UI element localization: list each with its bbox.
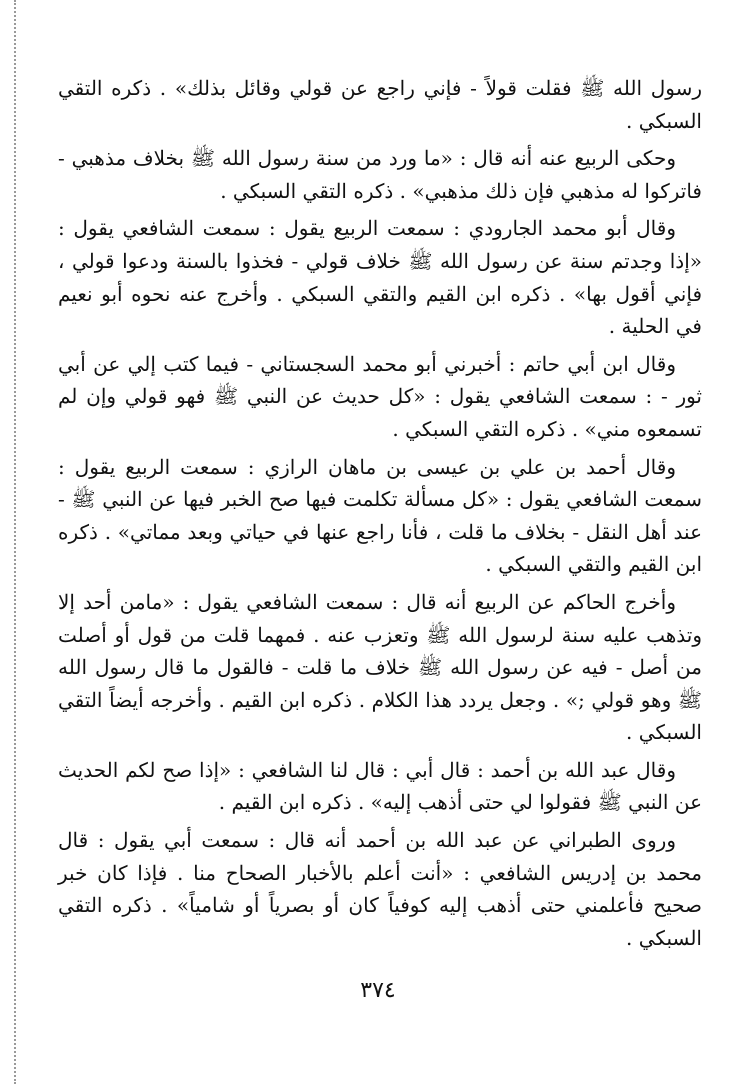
paragraph-4: وقال ابن أبي حاتم : أخبرني أبو محمد السجستاني - فيما كتب إلي عن أبي ثور - : سمعت الشافعي يقول : «كل حديث عن النبي ﷺ فهو قولي وإن لم تسمعوه مني» . ذكره التقي السبكي . — [58, 351, 702, 441]
page-edge-dotted-line — [14, 0, 16, 1084]
page-body — [58, 72, 702, 959]
paragraph-3: وقال أبو محمد الجارودي : سمعت الربيع يقول : سمعت الشافعي يقول : «إذا وجدتم سنة عن رسول الله ﷺ خلاف قولي - فخذوا بالسنة ودعوا قولي ، فإني أقول بها» . ذكره ابن القيم والتقي السبكي . وأخرج عنه نحوه أبو نعيم في الحلية . — [58, 216, 702, 339]
paragraph-7: وقال عبد الله بن أحمد : قال أبي : قال لنا الشافعي : «إذا صح لكم الحديث عن النبي ﷺ فقولوا لي حتى أذهب إليه» . ذكره ابن القيم . — [58, 757, 702, 815]
paragraph-5: وقال أحمد بن علي بن عيسى بن ماهان الرازي : سمعت الربيع يقول : سمعت الشافعي يقول : «كل مسألة تكلمت فيها صح الخبر فيها عن النبي ﷺ - عند أهل النقل - بخلاف ما قلت ، فأنا راجع عنها في حياتي وبعد مماتي» . ذكره ابن القيم والتقي السبكي . — [58, 454, 702, 577]
paragraph-6: وأخرج الحاكم عن الربيع أنه قال : سمعت الشافعي يقول : «مامن أحد إلا وتذهب عليه سنة لرسول الله ﷺ وتعزب عنه . فمهما قلت من قول أو أصلت من أصل - فيه عن رسول الله ﷺ خلاف ما قلت - فالقول ما قال رسول الله ﷺ وهو قولي ;» . وجعل يردد هذا الكلام . ذكره ابن القيم . وأخرجه أيضاً التقي السبكي . — [58, 589, 702, 745]
paragraph-1: رسول الله ﷺ فقلت قولاً - فإني راجع عن قولي وقائل بذلك» . ذكره التقي السبكي . — [58, 76, 702, 133]
paragraph-2: وحكى الربيع عنه أنه قال : «ما ورد من سنة رسول الله ﷺ بخلاف مذهبي - فاتركوا له مذهبي فإن ذلك مذهبي» . ذكره التقي السبكي . — [58, 146, 702, 203]
paragraph-8: وروى الطبراني عن عبد الله بن أحمد أنه قال : سمعت أبي يقول : قال محمد بن إدريس الشافعي : «أنت أعلم بالأخبار الصحاح منا . فإذا كان خبر صحيح فأعلمني حتى أذهب إليه كوفياً كان أو بصرياً أو شامياً» . ذكره التقي السبكي . — [58, 828, 702, 950]
page-number: ٣٧٤ — [360, 978, 396, 1003]
